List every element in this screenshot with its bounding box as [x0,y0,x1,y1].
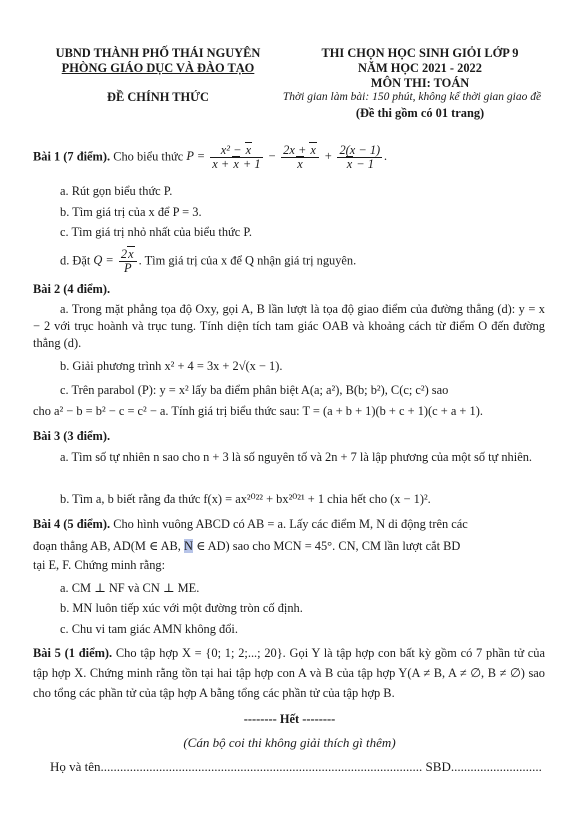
header-right-line1: THI CHỌN HỌC SINH GIỎI LỚP 9 [321,46,519,60]
bai1-title: Bài 1 (7 điểm). [33,149,111,164]
bai4-b: b. MN luôn tiếp xúc với một đường tròn cố định. [60,601,303,615]
bai1-formula: P = $\frac{\text{x² − x}}{x + x + 1}$ − $\frac{2x + x}{x}$ + $\frac{2(x - 1)}{x - 1}$ . [186,143,388,171]
bai1-d-pre: d. Đặt [60,253,91,268]
bai1-line [33,144,387,171]
bai1-d-post: . Tìm giá trị của x để Q nhận giá trị nguyên. [138,253,357,268]
bai4-intro2a: đoạn thẳng AB, AD(M ∈ AB, [33,539,181,553]
candidate-name-line: Họ và tên................................................................................................... SBD............................ [50,759,542,774]
bai1-b: b. Tìm giá trị của x để P = 3. [60,205,202,219]
bai5-text: Cho tập hợp X = {0; 1; 2;...; 20}. Gọi Y là tập hợp con bất kỳ gồm có 7 phần tử của tập hợp X. Chứng minh rằng tồn tại hai tập hợp con A và B của tập hợp Y(A ≠ B, A ≠ ∅, B ≠ ∅) sao cho tổng các phần tử của tập hợp A bằng tổng các phần tử của tập hợp B. [33,646,546,700]
bai3-a: a. Tìm số tự nhiên n sao cho n + 3 là số nguyên tố và 2n + 7 là lập phương của một số tự nhiên. [60,450,532,464]
proctor-note: (Cán bộ coi thi không giải thích gì thêm) [183,735,396,750]
pages-note: (Đề thi gồm có 01 trang) [355,106,485,120]
bai2-title: Bài 2 (4 điểm). [33,282,111,296]
bai4-a: a. CM ⊥ NF và CN ⊥ ME. [60,581,200,595]
bai4-line3: tại E, F. Chứng minh rằng: [33,558,166,572]
time-note: Thời gian làm bài: 150 phút, không kể thời gian giao đề [282,91,542,103]
bai3-title: Bài 3 (3 điểm). [33,429,111,443]
bai1-d [60,248,356,275]
header-left-line1: UBND THÀNH PHỐ THÁI NGUYÊN [55,46,261,60]
bai3-b: b. Tìm a, b biết rằng đa thức f(x) = ax²⁰²² + bx²⁰²¹ + 1 chia hết cho (x − 1)². [60,492,431,506]
bai4-intro1: Cho hình vuông ABCD có AB = a. Lấy các điểm M, N di động trên các [113,517,468,531]
bai1-d-formula: Q = $\frac{2x}{P}$ [93,253,138,267]
bai4-line1 [33,517,468,532]
official-label: ĐỀ CHÍNH THỨC [107,90,209,104]
bai2-a: a. Trong mặt phẳng tọa độ Oxy, gọi A, B lần lượt là tọa độ giao điểm của đường thẳng (d): y = x − 2 với trục hoành và trục tung. Tính diện tích tam giác OAB và khoảng cách từ điểm O đến đường thẳng (d). [33,302,545,350]
header-left-line2: PHÒNG GIÁO DỤC VÀ ĐÀO TẠO [61,61,255,75]
bai1-intro: Cho biểu thức [113,149,184,164]
bai5-title: Bài 5 (1 điểm). [33,646,113,660]
bai4-title: Bài 4 (5 điểm). [33,517,111,531]
bai2-b: b. Giải phương trình x² + 4 = 3x + 2√(x − 1). [60,359,283,373]
bai4-intro2b: ∈ AD) sao cho MCN = 45°. CN, CM lần lượt cắt BD [196,539,461,553]
header-right-line3: MÔN THI: TOÁN [370,76,470,90]
bai1-c: c. Tìm giá trị nhỏ nhất của biểu thức P. [60,225,252,239]
header-right-line2: NĂM HỌC 2021 - 2022 [358,61,482,75]
bai2-c1: c. Trên parabol (P): y = x² lấy ba điểm phân biệt A(a; a²), B(b; b²), C(c; c²) sao [60,383,449,397]
bai5 [33,643,545,703]
bai4-line2 [33,538,460,554]
bai2-c2: cho a² − b = b² − c = c² − a. Tính giá trị biểu thức sau: T = (a + b + 1)(b + c + 1)(c + a + 1). [33,404,483,418]
end-marker: -------- Hết -------- [243,712,336,726]
bai1-a: a. Rút gọn biểu thức P. [60,184,173,198]
highlighted-n: N [184,539,193,553]
bai4-c: c. Chu vi tam giác AMN không đổi. [60,622,238,636]
